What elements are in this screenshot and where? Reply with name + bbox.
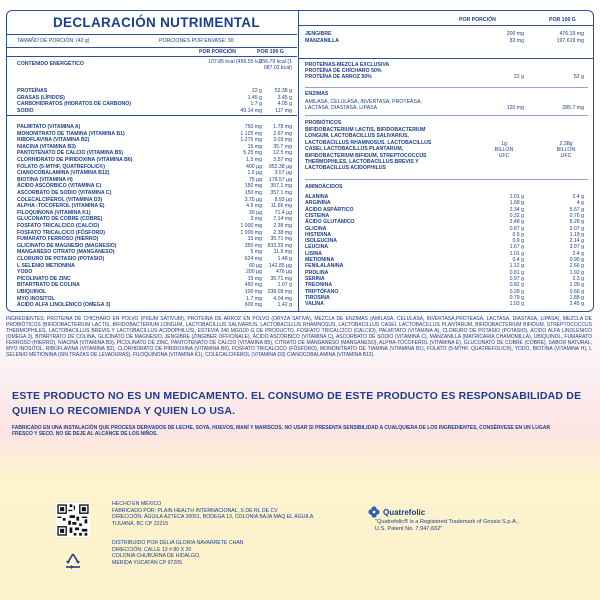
nutrient-name: PANTOTENATO DE CALCIO (VITAMINA B5) bbox=[17, 150, 123, 157]
nutrient-portion: 100 mg bbox=[244, 289, 262, 295]
nutrient-portion: 1.01 g bbox=[509, 250, 524, 257]
nutrient-per100g: 1.48 g bbox=[277, 256, 292, 262]
made-in-mexico: HECHO EN MÉXICO bbox=[112, 501, 162, 507]
nutrient-per100g: 476 µg bbox=[276, 269, 292, 276]
nutrient-row bbox=[7, 276, 297, 282]
recycle-icon bbox=[62, 552, 84, 572]
nutrient-row bbox=[7, 144, 297, 150]
nutrient-portion: 75 µg bbox=[248, 176, 262, 183]
nutrient-portion: 1.7 mg bbox=[246, 295, 262, 302]
nutrient-portion: 15 mg bbox=[247, 143, 262, 150]
nutrient-per100g: 11.66 mg bbox=[270, 203, 292, 210]
nutrient-portion: 200 µg bbox=[246, 269, 262, 276]
nutrient-name: LISINA bbox=[305, 250, 323, 257]
nutrient-row bbox=[7, 216, 297, 222]
nutrient-row bbox=[299, 282, 594, 288]
nutrient-name: HISTIDINA bbox=[305, 231, 331, 238]
nutrient-name: METIONINA bbox=[305, 257, 335, 263]
probiotics-line: CASEI, LACTOBACILLUS PLANTARUM, bbox=[305, 146, 404, 153]
nutrient-portion: 400 µg bbox=[246, 163, 262, 170]
nutrient-row bbox=[7, 203, 297, 209]
divider bbox=[299, 58, 594, 59]
nutrient-row bbox=[299, 289, 594, 295]
nutrient-portion: 1.01 g bbox=[509, 194, 524, 200]
divider bbox=[305, 179, 588, 180]
nutrient-name: ÁCIDO GLUTÁMICO bbox=[305, 219, 355, 226]
nutrient-row bbox=[7, 183, 297, 189]
nutrient-per100g: 2.67 mg bbox=[273, 130, 292, 137]
probiotics-line: BIFIDOBACTERIUM LACTIS, BIFIDOBACTERIUM bbox=[305, 127, 426, 133]
nutrient-row bbox=[7, 101, 297, 107]
qr-code-icon bbox=[56, 503, 90, 537]
nutrient-portion: 1.68 g bbox=[509, 200, 524, 207]
nutrient-portion: 3.48 g bbox=[509, 219, 524, 226]
nutrient-per100g: 0.95 g bbox=[569, 257, 584, 263]
nutrient-per100g: 1.19 g bbox=[569, 231, 584, 238]
nutrient-row bbox=[299, 270, 594, 276]
nutrient-name: CISTEINA bbox=[305, 212, 330, 219]
serving-size: TAMAÑO DE PORCIÓN: (42 g) bbox=[17, 37, 90, 44]
nutrient-portion: 1.45 g bbox=[247, 94, 262, 101]
nutrient-row bbox=[299, 226, 594, 232]
nutrient-row bbox=[299, 38, 594, 44]
nutrient-name: ISOLEUCINA bbox=[305, 238, 337, 245]
nutrition-left-column bbox=[7, 11, 297, 311]
nutrient-row bbox=[299, 207, 594, 213]
nutrient-row bbox=[7, 197, 297, 203]
trademark-line-2: U.S. Patent No. 7,947,662" bbox=[375, 526, 443, 532]
nutrient-name: PROLINA bbox=[305, 269, 329, 276]
nutrient-per100g: 2.38 mg bbox=[273, 229, 292, 236]
allergen-text: FABRICADO EN UNA INSTALACIÓN QUE PROCESA DERIVADOS DE LECHE, SOYA, HUEVOS, MANÍ Y MARISCOS. NO USAR SI PRESENTA SENSIBILIDAD A CUALQUIERA DE LOS INGREDIENTES, CONSÉRVESE EN UN LUGAR FRESCO Y SECO. NO SE DEJE AL ALCANCE DE LOS NIÑOS. bbox=[12, 425, 550, 437]
enzymes-100g: 285.7 mg bbox=[562, 105, 584, 111]
nutrient-row bbox=[7, 210, 297, 216]
nutrient-row bbox=[299, 200, 594, 206]
nutrient-per100g: 1.88 g bbox=[569, 294, 584, 301]
nutrient-per100g: 833.33 mg bbox=[267, 242, 292, 249]
nutrient-per100g: 4 g bbox=[576, 200, 584, 207]
nutrient-name: CLORURO DE POTASIO (POTASIO) bbox=[17, 256, 105, 262]
nutrient-portion: 1.125 mg bbox=[240, 130, 262, 137]
nutrient-per100g: 142.85 µg bbox=[268, 262, 292, 269]
nutrient-row bbox=[299, 31, 594, 37]
nutrient-portion: 2.34 g bbox=[509, 206, 524, 213]
nutrient-row bbox=[299, 213, 594, 219]
nutrient-per100g: 238.09 mg bbox=[267, 289, 292, 295]
nutrient-per100g: 178.57 µg bbox=[268, 176, 292, 183]
col-header-100g: POR 100 G bbox=[257, 49, 284, 55]
nutrient-name: PALMITATO (VITAMINA A) bbox=[17, 124, 81, 130]
probiotics-portion-ufc: UFC bbox=[498, 153, 510, 159]
probiotics-header: PROBIÓTICOS bbox=[305, 120, 342, 126]
quatrefolic-wordmark: Quatrefolic bbox=[383, 507, 426, 517]
nutrient-per100g: 71.4 µg bbox=[274, 209, 292, 216]
col-header-100g-right: POR 100 G bbox=[549, 17, 576, 23]
distributor-line-4: MERIDA YUCATÁN CP 97205 bbox=[112, 559, 183, 566]
probiotics-100g-value: 2.38g bbox=[559, 141, 573, 147]
nutrient-portion: 15 mg bbox=[247, 236, 262, 243]
probiotics-100g-ufc: UFC bbox=[560, 153, 572, 159]
nutrition-right-column bbox=[298, 11, 594, 311]
nutrient-name: SERINA bbox=[305, 275, 325, 282]
nutrient-row bbox=[299, 263, 594, 269]
nutrient-per100g: 2.45 g bbox=[569, 301, 584, 308]
nutrient-row bbox=[7, 124, 297, 130]
nutrient-row bbox=[299, 276, 594, 282]
nutrition-facts-panel bbox=[6, 10, 594, 312]
nutrient-row bbox=[7, 131, 297, 137]
probiotics-100g bbox=[549, 141, 583, 159]
nutrient-portion: 350 mg bbox=[244, 242, 262, 249]
nutrient-portion: 150 mg bbox=[244, 183, 262, 190]
col-header-portion: POR PORCIÓN bbox=[199, 49, 236, 55]
nutrient-row bbox=[299, 232, 594, 238]
quatrefolic-leaf-icon bbox=[368, 506, 380, 518]
nutrient-row bbox=[7, 164, 297, 170]
nutrient-name: FUMARATO FERROSO (HIERRO) bbox=[17, 236, 99, 243]
nutrient-name: SODIO bbox=[17, 107, 34, 114]
nutrient-row bbox=[7, 150, 297, 156]
nutrient-name: ÁCIDO ALFA LINOLÉNICO (OMEGA 3) bbox=[17, 302, 111, 309]
nutrient-name: FILOQUINONA (VITAMINA K1) bbox=[17, 209, 91, 216]
nutrient-per100g: 0.76 g bbox=[569, 212, 584, 219]
nutrient-per100g: 357.1 mg bbox=[270, 190, 292, 196]
nutrient-name: VALINA bbox=[305, 301, 324, 308]
manufacturer-address-1: DIRECCIÓN: ÁGUILA AZTECA 20051, BODEGA 13, COLONIA BAJA MAQ EL ÁGUILA bbox=[112, 514, 314, 521]
nutrient-per100g: 2.66 g bbox=[569, 263, 584, 270]
nutrient-name: CARBOHIDRATOS (HIDRATOS DE CARBONO) bbox=[17, 101, 132, 107]
nutrient-row bbox=[299, 244, 594, 250]
nutrient-row bbox=[7, 95, 297, 101]
nutrient-name: TRIPTÓFANO bbox=[305, 288, 339, 295]
nutrient-row bbox=[7, 88, 297, 94]
amino-header: AMINOÁCIDOS bbox=[305, 184, 343, 190]
nutrient-portion: 0.32 g bbox=[509, 212, 524, 219]
nutrient-portion: 1 000 mg bbox=[240, 229, 262, 236]
nutrient-row bbox=[299, 238, 594, 244]
nutrient-name: MYO INOSITOL bbox=[17, 295, 55, 302]
protein-line-1: PROTEÍNA DE CHÍCHARO 50% bbox=[305, 68, 382, 74]
nutrient-name: LEUCINA bbox=[305, 244, 329, 251]
nutrient-name: BITARTRATO DE COLINA bbox=[17, 282, 80, 289]
nutrient-portion: 0.28 g bbox=[509, 288, 524, 295]
made-by: FABRICADO POR: PLAIN HEALTH INTERNACIONAL, S DE RL DE CV bbox=[112, 507, 278, 514]
col-header-portion-right: POR PORCIÓN bbox=[459, 17, 496, 23]
nutrient-per100g: 5.57 g bbox=[569, 206, 584, 213]
nutrient-per100g: 3.03 mg bbox=[273, 137, 292, 144]
nutrient-portion: 4.9 mg bbox=[246, 203, 262, 210]
nutrient-per100g: 3.57 µg bbox=[274, 170, 292, 177]
nutrient-name: UBIQUINOL bbox=[17, 289, 47, 295]
nutrient-portion: 1.12 g bbox=[509, 263, 524, 270]
nutrient-portion: 0.87 g bbox=[509, 225, 524, 232]
servings-per-container: PORCIONES POR ENVASE: 30 bbox=[159, 37, 234, 44]
nutrient-portion: 22 g bbox=[251, 88, 262, 94]
proteins-portion: 22 g bbox=[513, 74, 524, 80]
nutrient-per100g: 476.19 mg bbox=[559, 31, 584, 37]
nutrient-name: YODO bbox=[17, 269, 33, 276]
nutrient-name: BIOTINA (VITAMINA H) bbox=[17, 176, 73, 183]
nutrient-portion: 0.82 g bbox=[509, 282, 524, 289]
nutrient-portion: 60 µg bbox=[248, 262, 262, 269]
nutrition-title: DECLARACIÓN NUTRIMENTAL bbox=[53, 15, 260, 30]
nutrient-per100g: 52.38 g bbox=[274, 88, 292, 94]
nutrient-name: MONONITRATO DE TIAMINA (VITAMINA B1) bbox=[17, 130, 125, 137]
nutrient-per100g: 35.7 mg bbox=[273, 143, 292, 150]
distributor-line-1: DISTRIBUIDO POR DELIA GLORIA NAVARRETE CHAN bbox=[112, 540, 244, 546]
nutrient-row bbox=[299, 295, 594, 301]
distributor-block bbox=[112, 540, 392, 566]
nutrient-row bbox=[7, 263, 297, 269]
nutrient-per100g: 4.05 g bbox=[277, 101, 292, 107]
nutrient-portion: 0.79 g bbox=[509, 294, 524, 301]
nutrient-row bbox=[7, 170, 297, 176]
nutrient-portion: 83 mg bbox=[509, 38, 524, 44]
nutrient-name: GRASAS (LÍPIDOS) bbox=[17, 94, 65, 101]
nutrient-name: PICOLINATO DE ZINC bbox=[17, 275, 71, 282]
nutrient-per100g: 2.3 g bbox=[572, 275, 584, 282]
nutrient-row bbox=[7, 249, 297, 255]
nutrient-portion: 30 µg bbox=[248, 209, 262, 216]
nutrient-portion: 750 mg bbox=[244, 124, 262, 130]
nutrient-portion: 1.5 mg bbox=[246, 157, 262, 163]
nutrient-per100g: 4.04 mg bbox=[273, 295, 292, 302]
nutrient-per100g: 117 mg bbox=[275, 107, 292, 114]
nutrient-per100g: 7.14 mg bbox=[273, 216, 292, 223]
nutrient-name: FOLATO (5-MTHF, QUATREFOLIC®) bbox=[17, 163, 105, 170]
serving-row bbox=[7, 34, 297, 48]
nutrient-name: GLUCONATO DE COBRE (COBRE) bbox=[17, 216, 103, 223]
probiotics-line: LACTOBACILLUS RHAMNOSUS, LACTOBACILLUS bbox=[305, 139, 432, 146]
nutrient-row bbox=[299, 194, 594, 200]
nutrient-per100g: 2.14 g bbox=[569, 238, 584, 245]
nutrient-per100g: 952.38 µg bbox=[268, 163, 292, 170]
distributor-line-3: COLONIA CHUBURNA DE HIDALGO, bbox=[112, 553, 201, 560]
proteins-100g: 52 g bbox=[573, 74, 584, 80]
probiotics-line: BIFIDOBACTERIUM BIFIDUM, STREPTOCOCCUS bbox=[305, 152, 427, 159]
probiotics-line: THERMOPHILES, LACTOBACILLUS BREVIS Y bbox=[305, 159, 419, 165]
nutrient-row bbox=[7, 269, 297, 275]
nutrient-per100g: 35.71 mg bbox=[270, 236, 292, 243]
energy-100g: 256.79 kcal (1 087.02 kcal) bbox=[259, 59, 292, 71]
nutrient-portion: 3 mg bbox=[250, 216, 262, 223]
nutrient-name: ALANINA bbox=[305, 194, 329, 200]
nutrient-per100g: 3.57 mg bbox=[273, 157, 292, 163]
enzymes-line-1: AMILASA, CELULASA, INVERTASA, PROTEASA, bbox=[305, 99, 422, 105]
nutrient-per100g: 8.93 µg bbox=[274, 196, 292, 203]
nutrient-per100g: 8.28 g bbox=[569, 219, 584, 226]
nutrient-row bbox=[7, 289, 297, 295]
nutrient-portion: 624 mg bbox=[244, 256, 262, 262]
nutrient-portion: 600 mg bbox=[244, 302, 262, 309]
proteins-header: PROTEÍNAS-MEZCLA EXCLUSIVA bbox=[305, 62, 390, 68]
nutrient-row bbox=[7, 302, 297, 308]
nutrient-name: FENILALANINA bbox=[305, 263, 344, 270]
nutrient-name: COLECALCIFEROL (VITAMINA D3) bbox=[17, 196, 103, 203]
nutrient-portion: 1.7 g bbox=[250, 101, 262, 107]
nutrient-row bbox=[7, 296, 297, 302]
ingredients-text: INGREDIENTES: PROTEÍNA DE CHÍCHARO EN POLVO (PISUM SATIVUM), PROTEÍNA DE ARROZ EN POLVO (ORYZA SATIVA), MEZCLA DE ENZIMAS (AMILASA, CELULASA, INVERTASA,PROTEASA, LACTASA, DIASTASA, LIPASA), MEZCLA DE PROBIÓTICOS (BIFIDOBACTERIUM LACTIS, BIFIDOBACTERIUM LONGUM, LACTOBACILLUS SALIVARIUS, LACTOBACILLUS RHAMNOSUS, LACTOBACILLUS CASEI, LACTOBACILLUS PLANTARUM, BIFIDOBACTERIUM BIFIDUM, STREPTOCOCCUS THERMOPHILES, LACTOBACILLUS BREVIS Y LACTOBACILLUS ACIDOPHILUS), ESTEVIA 240 MG/100 G DE PRODUCTO, FOSFATO TRICALCICO (CALCIO), PALMITATO (VITAMINA A), CLORURO DE POTASIO (POTASIO), ÁCIDO ALFA LINOLÉNICO (OMEGA 3), BITARTRATO DE COLINA, GLICINATO DE MAGNESIO, JENGIBRE (ZINGIBER OFFICINALE), ÁCIDO ASCÓRBICO (VITAMINA C), ASCORBATO DE SODIO (VITAMINA C), MANZANILLA (MATRICARIA CHAMOMILLA), UBIQUINOL, FUMARATO FERROSO (HIERRO), NIACINA (VITAMINA B3), PICOLINATO DE ZINC, PANTOTENATO DE CALCIO (VITAMINA B5), CITRATO DE MANGANESO (MANGANESO), ALPHA-TOCOFEROL (VITAMINA E), GLUCONATO DE COBRE (COBRE), SABOR NATURAL, MYO INOSITOL, RIBOFLAVINA (VITAMINA B2), CLORHIDRATO DE PIRIDOXINA (VITAMINA B6), FOSFATO TRICALCICO (FÓSFORO), MONONITRATO DE TIAMINA (VITAMINA B1), FOLATO (5-MTHF, QUATREFOLIC®), YODO, BIOTINA (VITAMINA H), L SELENIO METIONINA (SIN TRAZAS DE LEVADURAS), FILOQUINONA (VITAMINA K1), COLECALCIFEROL (VITAMINA D3) CIANOCOBALAMINA (VITAMINA B12). bbox=[6, 316, 592, 358]
nutrient-row bbox=[299, 301, 594, 307]
manufacturer-block bbox=[112, 501, 392, 527]
nutrient-per100g: 1.78 mg bbox=[273, 124, 292, 130]
nutrient-per100g: 2.07 g bbox=[569, 225, 584, 232]
nutrient-portion: 450 mg bbox=[244, 282, 262, 289]
protein-line-2: PROTEÍNA DE ARROZ 50% bbox=[305, 74, 372, 80]
energy-portion: 107.85 kcal (456.55 kJ) bbox=[208, 59, 262, 65]
nutrient-per100g: 1.95 g bbox=[569, 282, 584, 289]
probiotics-portion-value: 1g bbox=[501, 141, 507, 147]
nutrient-name: ASCORBATO DE SODIO (VITAMINA C) bbox=[17, 190, 112, 196]
nutrient-name: GLICINA bbox=[305, 225, 327, 232]
nutrient-row bbox=[7, 137, 297, 143]
nutrient-portion: 200 mg bbox=[506, 31, 524, 37]
nutrient-per100g: 3.45 g bbox=[277, 94, 292, 101]
nutrient-portion: 1.03 g bbox=[509, 301, 524, 308]
nutrient-row bbox=[7, 190, 297, 196]
nutrient-portion: 0.97 g bbox=[509, 275, 524, 282]
nutrient-portion: 15 mg bbox=[247, 275, 262, 282]
nutrient-row bbox=[299, 219, 594, 225]
nutrient-per100g: 12.5 mg bbox=[273, 150, 292, 157]
manufacturer-address-2: TIJUANA, BC CP 22215 bbox=[112, 520, 169, 527]
nutrient-per100g: 35.71 mg bbox=[270, 275, 292, 282]
nutrient-row bbox=[7, 282, 297, 288]
nutrient-per100g: 197.619 mg bbox=[556, 38, 584, 44]
nutrient-per100g: 1.07 g bbox=[277, 282, 292, 289]
nutrient-name: JENGIBRE bbox=[305, 31, 332, 37]
enzymes-header: ENZIMAS bbox=[305, 91, 329, 97]
nutrient-portion: 3.75 µg bbox=[244, 196, 262, 203]
nutrient-name: MANZANILLA bbox=[305, 38, 339, 44]
nutrient-per100g: 1.42 g bbox=[277, 302, 292, 309]
nutrient-row bbox=[7, 108, 297, 114]
nutrient-portion: 0.81 g bbox=[509, 269, 524, 276]
divider bbox=[299, 25, 594, 26]
nutrient-portion: 1.5 µg bbox=[247, 170, 262, 177]
nutrient-portion: 1.67 g bbox=[509, 244, 524, 251]
nutrient-name: L SELENIO METIONINA bbox=[17, 262, 75, 269]
warning-text: ESTE PRODUCTO NO ES UN MEDICAMENTO. EL CONSUMO DE ESTE PRODUCTO ES RESPONSABILIDAD DE QUIEN LO RECOMIENDA Y QUIEN LO USA. bbox=[12, 390, 582, 417]
enzymes-portion: 120 mg bbox=[506, 105, 524, 111]
nutrient-name: ARGININA bbox=[305, 200, 331, 207]
nutrient-row bbox=[7, 230, 297, 236]
nutrient-portion: 0.5 g bbox=[512, 231, 524, 238]
nutrient-row bbox=[7, 256, 297, 262]
trademark-line-1: "Quatrefolic® is a Registered Trademark of Gnosis S.p.A., bbox=[375, 519, 519, 525]
nutrient-name: MANGANESO CITRATO (MANGANESO) bbox=[17, 249, 115, 256]
divider bbox=[305, 87, 588, 88]
probiotics-portion-unit: BILLON bbox=[494, 147, 514, 153]
nutrient-per100g: 1.92 g bbox=[569, 269, 584, 276]
energy-label: CONTENIDO ENERGÉTICO bbox=[17, 61, 84, 67]
probiotics-portion bbox=[489, 141, 519, 159]
nutrient-per100g: 357.1 mg bbox=[270, 183, 292, 190]
nutrient-name: ÁCIDO ASCÓRBICO (VITAMINA C) bbox=[17, 183, 102, 190]
nutrient-name: GLICINATO DE MAGNESIO (MAGNESIO) bbox=[17, 242, 117, 249]
nutrient-portion: 5.25 mg bbox=[243, 150, 262, 157]
nutrient-name: CLORHIDRATO DE PIRIDOXINA (VITAMINA B6) bbox=[17, 157, 133, 163]
nutrient-row bbox=[7, 157, 297, 163]
divider bbox=[7, 56, 297, 57]
probiotics-line: LONGUM, LACTOBACILLUS SALIVARIUS, bbox=[305, 133, 409, 140]
nutrient-row bbox=[299, 251, 594, 257]
distributor-line-2: DIRECCIÓN: CALLE 13 # 80 X 20 bbox=[112, 546, 192, 553]
nutrient-row bbox=[299, 257, 594, 263]
nutrient-name: PROTEÍNAS bbox=[17, 88, 48, 94]
probiotics-line: LACTOBACILLUS ACIDOPHILUS bbox=[305, 165, 386, 172]
probiotics-100g-unit: BILLON bbox=[556, 147, 576, 153]
nutrient-name: TREONINA bbox=[305, 282, 333, 289]
nutrient-portion: 1.275 mg bbox=[240, 137, 262, 144]
quatrefolic-trademark-note bbox=[375, 519, 565, 533]
nutrient-name: ALPHA -TOCOFEROL (VITAMINA E) bbox=[17, 203, 105, 210]
nutrient-row bbox=[7, 223, 297, 229]
nutrient-row bbox=[7, 243, 297, 249]
nutrient-per100g: 0.66 g bbox=[569, 288, 584, 295]
divider bbox=[7, 115, 297, 116]
nutrient-per100g: 2.4 g bbox=[572, 250, 584, 257]
nutrient-name: RIBOFLAVINA (VITAMINA B2) bbox=[17, 137, 90, 144]
quatrefolic-logo bbox=[368, 506, 425, 518]
nutrient-portion: 49.14 mg bbox=[240, 107, 262, 114]
nutrient-portion: 0.9 g bbox=[512, 238, 524, 245]
nutrient-name: FOSFATO TRICALCICO (FÓSFORO) bbox=[17, 229, 105, 236]
nutrient-portion: 150 mg bbox=[244, 190, 262, 196]
nutrient-row bbox=[7, 236, 297, 242]
nutrient-row bbox=[7, 177, 297, 183]
nutrient-name: ÁCIDO ASPÁRTICO bbox=[305, 206, 354, 213]
nutrient-portion: 1 000 mg bbox=[240, 223, 262, 229]
nutrient-name: CIANOCOBALAMINA (VITAMINA B12) bbox=[17, 170, 110, 177]
nutrient-portion: 0.4 g bbox=[512, 257, 524, 263]
nutrient-name: FOSFATO TRICALCICO (CALCIO) bbox=[17, 223, 100, 229]
nutrient-portion: 5 mg bbox=[250, 249, 262, 256]
nutrient-per100g: 2.38 mg bbox=[273, 223, 292, 229]
nutrient-name: TIROSINA bbox=[305, 294, 330, 301]
enzymes-line-2: LACTASA, DIASTASA, LIPASA bbox=[305, 105, 378, 111]
nutrient-per100g: 11.9 mg bbox=[273, 249, 292, 256]
nutrient-per100g: 2.4 g bbox=[572, 194, 584, 200]
divider bbox=[305, 115, 588, 116]
nutrient-name: NIACINA (VITAMINA B3) bbox=[17, 143, 76, 150]
nutrient-per100g: 3.97 g bbox=[569, 244, 584, 251]
